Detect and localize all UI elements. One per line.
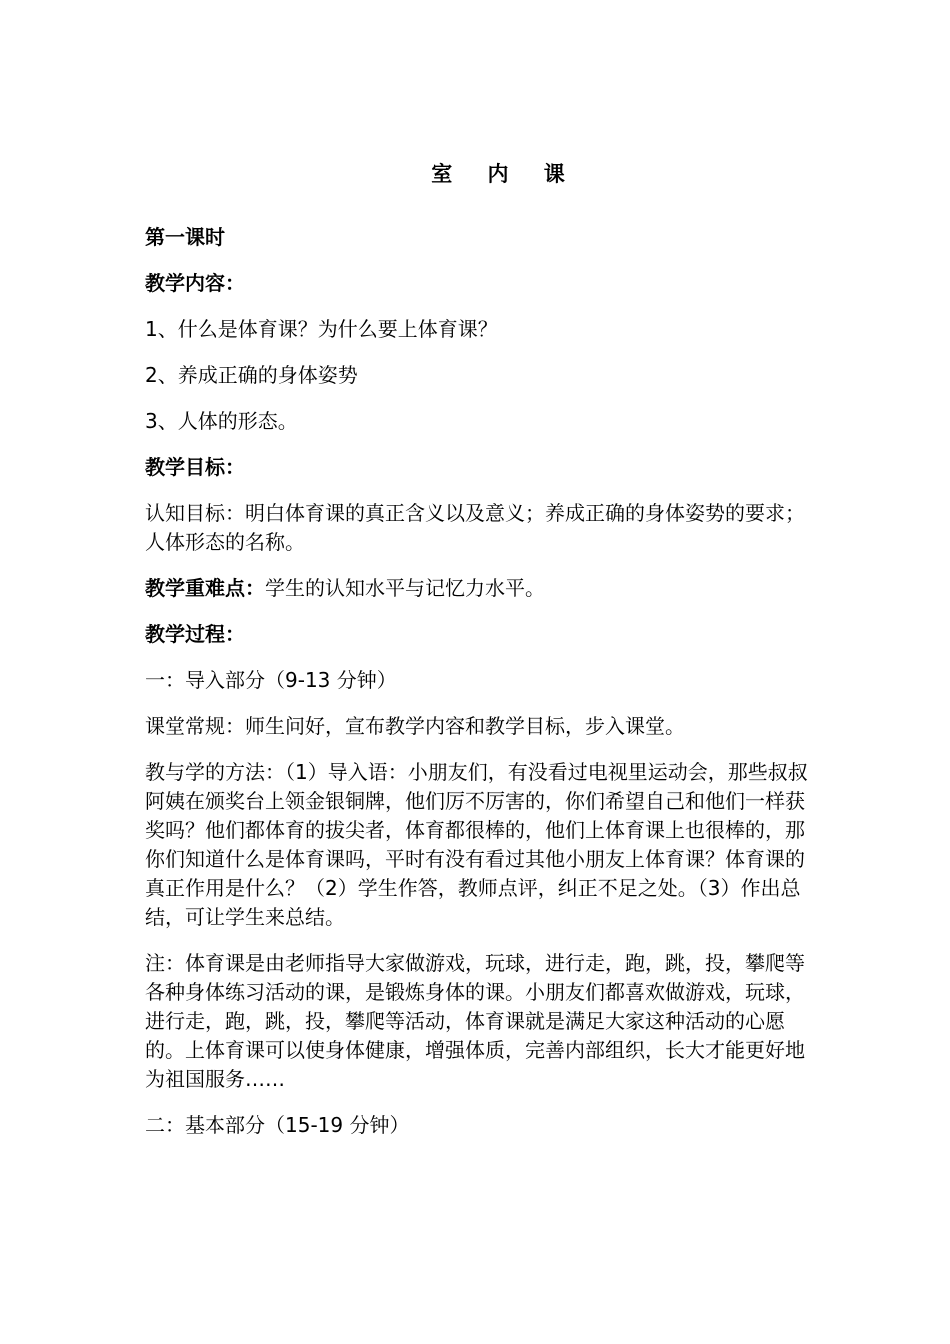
difficulty-line xyxy=(145,574,810,603)
content-item: 2、养成正确的身体姿势 xyxy=(145,363,358,387)
process-heading: 教学过程： xyxy=(145,622,245,646)
content-item: 1、什么是体育课？为什么要上体育课？ xyxy=(145,317,498,341)
content-item: 3、人体的形态。 xyxy=(145,409,298,433)
goal-heading: 教学目标： xyxy=(145,455,245,479)
goal-text: 认知目标：明白体育课的真正含义以及意义；养成正确的身体姿势的要求；人体形态的名称。 xyxy=(145,501,805,554)
method-text: 教与学的方法：（1）导入语：小朋友们，有没看过电视里运动会，那些叔叔阿姨在颁奖台上领金银铜牌，他们厉不厉害的，你们希望自己和他们一样获奖吗？他们都体育的拔尖者，体育都很棒的，他们上体育课上也很棒的，那你们知道什么是体育课吗，平时有没有看过其他小朋友上体育课？体育课的真正作用是什么？（2）学生作答，教师点评，纠正不足之处。（3）作出总结，可让学生来总结。 xyxy=(145,760,808,929)
routine-text: 课堂常规：师生问好，宣布教学内容和教学目标，步入课堂。 xyxy=(145,714,685,738)
page-title: 室 内 课 xyxy=(431,162,579,186)
document-body xyxy=(145,223,810,1157)
lesson-label: 第一课时 xyxy=(145,225,225,249)
part1-title: 一：导入部分（9-13 分钟） xyxy=(145,668,397,692)
content-heading: 教学内容： xyxy=(145,271,245,295)
note-text: 注：体育课是由老师指导大家做游戏，玩球，进行走，跑，跳，投，攀爬等各种身体练习活动的课，是锻炼身体的课。小朋友们都喜欢做游戏，玩球，进行走，跑，跳，投，攀爬等活动，体育课就是满足大家这种活动的心愿的。上体育课可以使身体健康，增强体质，完善内部组织，长大才能更好地为祖国服务…… xyxy=(145,951,805,1091)
part2-title: 二：基本部分（15-19 分钟） xyxy=(145,1113,410,1137)
difficulty-text: 学生的认知水平与记忆力水平。 xyxy=(265,576,545,600)
difficulty-label: 教学重难点： xyxy=(145,576,265,600)
